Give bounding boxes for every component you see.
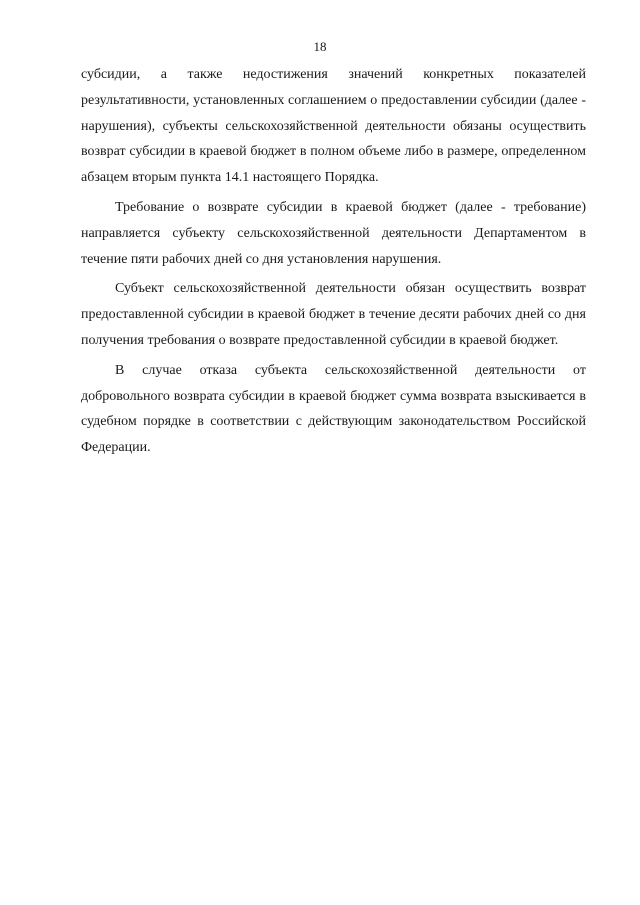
paragraph-continuation: субсидии, а также недостижения значений конкретных показателей результативности, установленных соглашением о предоставлении субсидии (далее - нарушения), субъекты сельскохозяйственной деятельности обязаны осуществить возврат субсидии в краевой бюджет в полном объеме либо в размере, определенном абзацем вторым пункта 14.1 настоящего Порядка. bbox=[81, 67, 586, 186]
paragraph-return-obligation: Субъект сельскохозяйственной деятельности обязан осуществить возврат предоставленной субсидии в краевой бюджет в течение десяти рабочих дней со дня получения требования о возврате предоставленной субсидии в краевой бюджет. bbox=[81, 281, 586, 348]
document-body bbox=[81, 62, 586, 461]
paragraph-refusal: В случае отказа субъекта сельскохозяйственной деятельности от добровольного возврата субсидии в краевой бюджет сумма возврата взыскивается в судебном порядке в соответствии с действующим законодательством Российской Федерации. bbox=[81, 362, 586, 456]
paragraph-requirement: Требование о возврате субсидии в краевой бюджет (далее - требование) направляется субъекту сельскохозяйственной деятельности Департаментом в течение пяти рабочих дней со дня установления нарушения. bbox=[81, 199, 586, 267]
page-number: 18 bbox=[313, 39, 327, 54]
